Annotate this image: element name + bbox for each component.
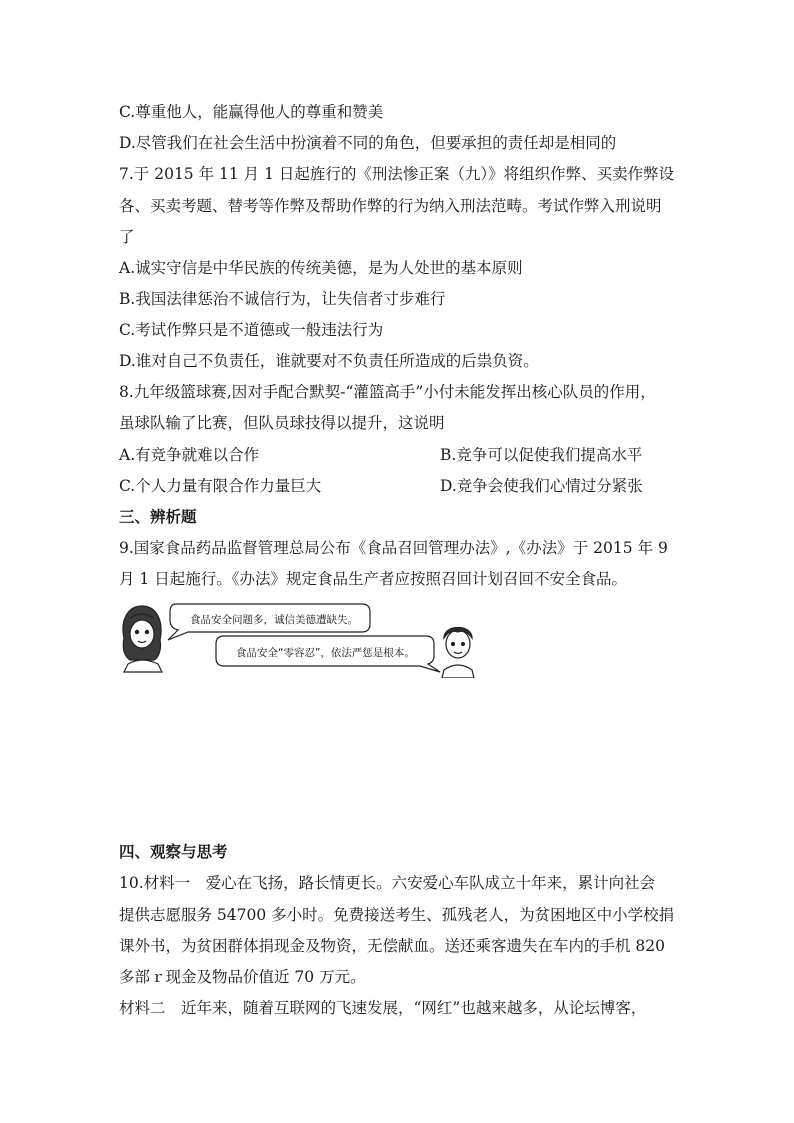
q7-option-a: A.诚实守信是中华民族的传统美德，是为人处世的基本原则 (119, 259, 523, 277)
q7-stem-line3: 了 (119, 228, 135, 246)
q8-option-c: C.个人力量有限合作力量巨大 (119, 477, 322, 495)
q7-option-b: B.我国法律惩治不诚信行为，让失信者寸步难行 (119, 290, 446, 308)
boy-bubble-text: 食品安全“零容忍”，依法严惩是根本。 (236, 647, 415, 659)
q8-option-a: A.有竞争就难以合作 (119, 446, 260, 464)
q7-stem-line2: 各、买卖考题、替考等作弊及帮助作弊的行为纳入刑法范畴。考试作弊入刑说明 (119, 197, 662, 215)
q8-option-d: D.竞争会使我们心情过分紧张 (440, 477, 643, 495)
q10-line5: 材料二 近年来，随着互联网的飞速发展，“网红”也越来越多，从论坛博客， (119, 999, 647, 1017)
q9-illustration (118, 598, 478, 678)
q10-line2: 提供志愿服务 54700 多小时。免费接送考生、孤残老人，为贫困地区中小学校捐 (119, 906, 675, 924)
q8-stem-line2: 虽球队输了比赛，但队员球技得以提升，这说明 (119, 414, 445, 432)
section4-heading: 四、观察与思考 (119, 842, 228, 861)
q10-line4: 多部ｒ现金及物品价值近 70 万元。 (119, 968, 366, 986)
section3-heading: 三、辨析题 (119, 507, 197, 526)
q6-option-d: D.尽管我们在社会生活中扮演着不同的角色，但要承担的责任却是相同的 (119, 134, 617, 152)
q10-line3: 课外书，为贫困群体捐现金及物资，无偿献血。送还乘客遗失在车内的手机 820 (119, 937, 666, 955)
q8-option-b: B.竞争可以促使我们提高水平 (440, 446, 643, 464)
q6-option-c: C.尊重他人，能赢得他人的尊重和赞美 (119, 103, 384, 121)
boy-figure (442, 628, 474, 679)
q7-option-c: C.考试作弊只是不道德或一般违法行为 (119, 321, 384, 339)
q9-cartoon (118, 598, 478, 678)
girl-bubble-text: 食品安全问题多，诚信美德遭缺失。 (190, 614, 358, 626)
girl-figure (123, 606, 162, 672)
q7-stem-line1: 7.于 2015 年 11 月 1 日起旌行的《刑法惨正案（九）》将组织作弊、买卖作弊设 (119, 165, 675, 183)
q7-option-d: D.谁对自己不负责任，谁就要对不负责任所造成的后祟负资。 (119, 352, 539, 370)
q8-stem-line1: 8.九年级篮球赛,因对手配合默契-“灌篮高手”小付未能发挥出核心队员的作用， (119, 383, 656, 401)
q9-stem-line2: 月 1 日起施行。《办法》规定食品生产者应按照召回计划召回不安全食品。 (119, 570, 627, 588)
q10-line1: 10.材料一 爱心在飞扬，路长情更长。六安爱心车队成立十年来，累计向社会 (119, 874, 656, 892)
q9-stem-line1: 9.国家食品药品监督管理总局公布《食品召回管理办法》,《办法》于 2015 年 9 (119, 539, 668, 557)
